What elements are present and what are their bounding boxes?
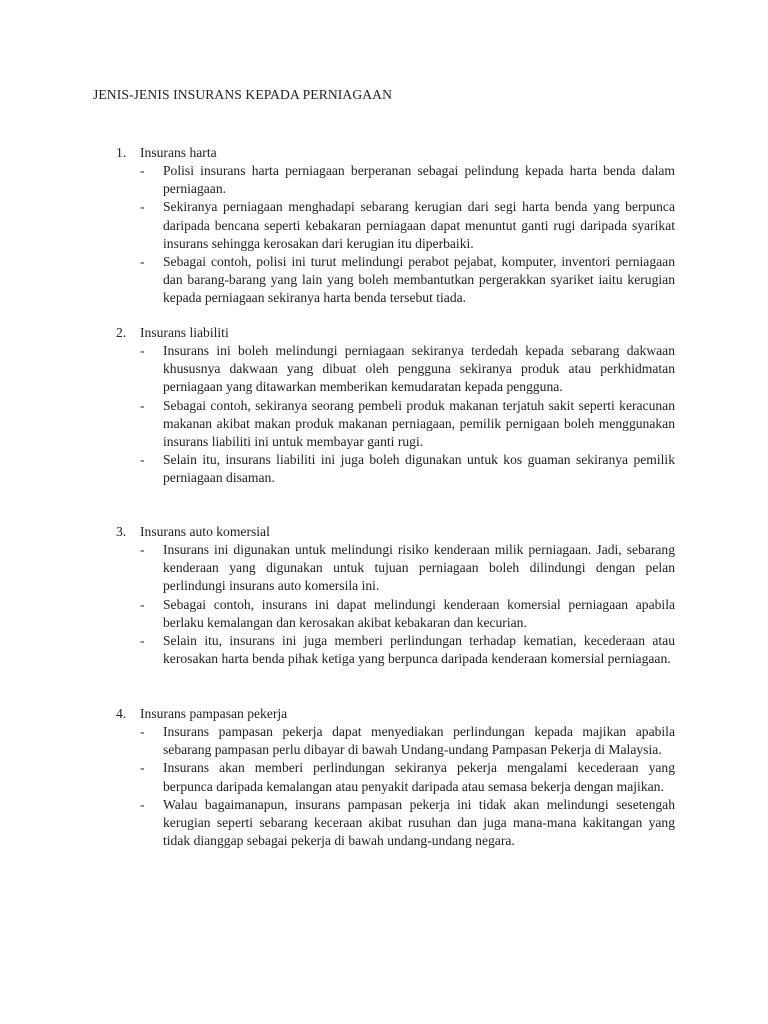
bullet-dash: - (140, 452, 145, 468)
document-title: JENIS-JENIS INSURANS KEPADA PERNIAGAAN (93, 87, 392, 102)
bullet-dash: - (140, 254, 145, 270)
bullet-text: Sebagai contoh, sekiranya seorang pembeli produk makanan terjatuh sakit seperti keracunan makanan akibat makan produk makanan perniagaan, pemilik pernigaan boleh menggunakan insurans liabiliti ini untuk membayar ganti rugi. (163, 397, 675, 450)
section-header (0, 523, 768, 541)
bullet-dash: - (140, 163, 145, 178)
bullet-list (0, 723, 768, 850)
list-item (0, 162, 768, 198)
list-item (0, 253, 768, 308)
section-header (0, 144, 768, 162)
section-heading: Insurans liabiliti (140, 325, 229, 340)
list-item (0, 541, 768, 596)
bullet-dash: - (140, 596, 145, 612)
bullet-text: Sebagai contoh, insurans ini dapat melindungi kenderaan komersial perniagaan apabila berlaku kemalangan dan kerosakan akibat kebakaran dan kecurian. (163, 596, 675, 630)
section-insurans-harta (0, 144, 768, 308)
bullet-dash: - (140, 633, 145, 649)
bullet-dash: - (140, 796, 145, 812)
bullet-dash: - (140, 724, 145, 739)
section-insurans-auto-komersial (0, 523, 768, 668)
section-heading: Insurans auto komersial (140, 524, 270, 539)
list-item (0, 397, 768, 452)
section-heading: Insurans pampasan pekerja (140, 706, 288, 721)
section-header (0, 705, 768, 723)
section-number: 3. (116, 524, 127, 539)
bullet-dash: - (140, 397, 145, 413)
section-insurans-liabiliti (0, 324, 768, 488)
bullet-list (0, 342, 768, 488)
list-item (0, 723, 768, 759)
bullet-text: Selain itu, insurans liabiliti ini juga boleh digunakan untuk kos guaman sekiranya pemilik perniagaan disaman. (163, 452, 675, 486)
list-item (0, 632, 768, 668)
bullet-dash: - (140, 199, 145, 215)
section-header (0, 324, 768, 342)
section-number: 2. (116, 325, 127, 340)
bullet-text: Sekiranya perniagaan menghadapi sebarang kerugian dari segi harta benda yang berpunca daripada bencana seperti kebakaran perniagaan dapat menuntut ganti rugi daripada syarikat insurans sehingga kerosakan dari kerugian itu diperbaiki. (163, 199, 675, 251)
bullet-dash: - (140, 343, 145, 358)
bullet-text: Insurans akan memberi perlindungan sekiranya pekerja mengalami kecederaan yang berpunca daripada kemalangan atau penyakit daripada atau semasa bekerja dengan majikan. (163, 760, 675, 794)
section-number: 1. (116, 145, 127, 160)
list-item (0, 796, 768, 851)
bullet-text: Insurans pampasan pekerja dapat menyediakan perlindungan kepada majikan apabila sebarang pampasan perlu dibayar di bawah Undang-undang Pampasan Pekerja di Malaysia. (163, 724, 675, 758)
bullet-text: Insurans ini boleh melindungi perniagaan sekiranya terdedah kepada sebarang dakwaan khususnya dakwaan yang dibuat oleh pengguna sekiranya produk atau perkhidmatan perniagaan yang ditawarkan memberikan kemudaratan kepada pengguna. (163, 343, 675, 395)
bullet-dash: - (140, 760, 145, 776)
list-item (0, 596, 768, 632)
section-number: 4. (116, 706, 127, 721)
bullet-dash: - (140, 542, 145, 557)
bullet-text: Sebagai contoh, polisi ini turut melindungi perabot pejabat, komputer, inventori perniagaan dan barang-barang yang lain yang boleh membantutkan pergerakkan syariket iaitu kerugian kepada perniagaan sekiranya harta benda tersebut tiada. (163, 254, 675, 306)
list-item (0, 198, 768, 253)
bullet-list (0, 541, 768, 668)
section-heading: Insurans harta (140, 145, 217, 160)
bullet-text: Walau bagaimanapun, insurans pampasan pekerja ini tidak akan melindungi sesetengah kerugian seperti sebarang keceraan akibat rusuhan dan juga mana-mana kakitangan yang tidak dianggap sebagai pekerja di bawah undang-undang negara. (163, 796, 675, 849)
list-item (0, 342, 768, 397)
bullet-text: Selain itu, insurans ini juga memberi perlindungan terhadap kematian, kecederaan atau kerosakan harta benda pihak ketiga yang berpunca daripada kenderaan komersial perniagaan. (163, 633, 675, 667)
list-item (0, 759, 768, 795)
bullet-list (0, 162, 768, 308)
bullet-text: Insurans ini digunakan untuk melindungi risiko kenderaan milik perniagaan. Jadi, sebarang kenderaan yang digunakan untuk tujuan perniagaan boleh dilindungi dengan pelan perlindungi insurans auto komersila ini. (163, 542, 675, 594)
list-item (0, 451, 768, 487)
section-insurans-pampasan-pekerja (0, 705, 768, 850)
bullet-text: Polisi insurans harta perniagaan berperanan sebagai pelindung kepada harta benda dalam perniagaan. (163, 163, 675, 197)
